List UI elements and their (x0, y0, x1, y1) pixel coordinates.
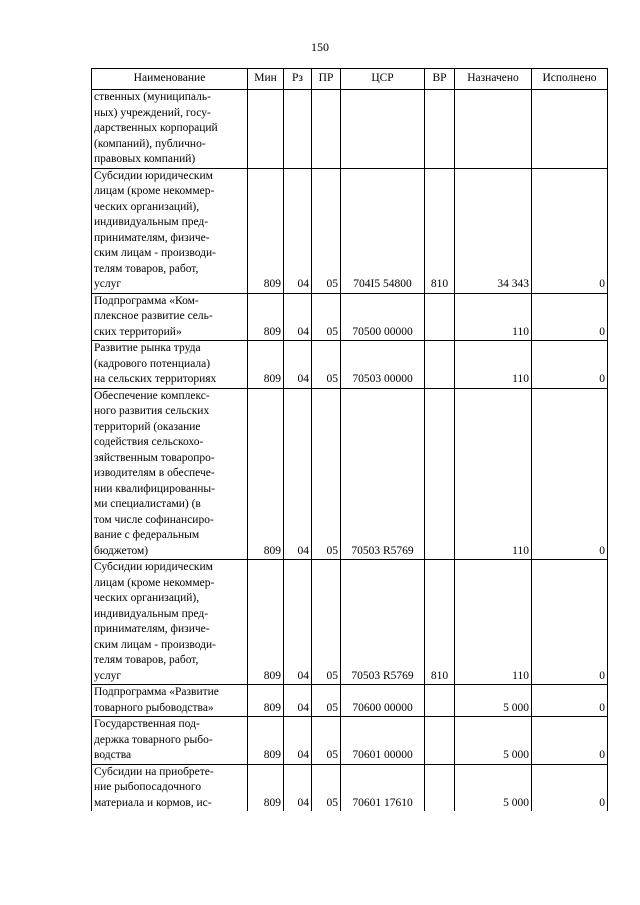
cell-rz: 04 (284, 341, 312, 389)
cell-executed: 0 (532, 764, 608, 811)
cell-rz: 04 (284, 685, 312, 717)
cell-vr (425, 293, 455, 341)
column-header-csr: ЦСР (341, 69, 425, 90)
cell-pr: 05 (312, 388, 341, 560)
table-row (92, 293, 608, 341)
cell-executed: 0 (532, 388, 608, 560)
cell-assigned: 34 343 (455, 168, 532, 293)
cell-pr: 05 (312, 168, 341, 293)
cell-rz (284, 90, 312, 169)
cell-csr: 70503 00000 (341, 341, 425, 389)
cell-assigned: 110 (455, 293, 532, 341)
cell-name: Подпрограмма «Ком- плексное развитие сель- ских территорий» (92, 293, 248, 341)
cell-executed: 0 (532, 293, 608, 341)
budget-table (91, 68, 608, 811)
column-header-vr: ВР (425, 69, 455, 90)
cell-min: 809 (248, 717, 284, 765)
cell-executed: 0 (532, 717, 608, 765)
cell-assigned: 110 (455, 560, 532, 685)
table-row (92, 717, 608, 765)
cell-min: 809 (248, 388, 284, 560)
cell-pr: 05 (312, 560, 341, 685)
cell-rz: 04 (284, 764, 312, 811)
cell-name: ственных (муниципаль- ных) учреждений, госу- дарственных корпораций (компаний), публично- правовых компаний) (92, 90, 248, 169)
cell-assigned: 5 000 (455, 717, 532, 765)
cell-vr (425, 341, 455, 389)
cell-csr: 704I5 54800 (341, 168, 425, 293)
column-header-min: Мин (248, 69, 284, 90)
cell-name: Государственная под- держка товарного рыбо- водства (92, 717, 248, 765)
cell-name: Субсидии на приобрете- ние рыбопосадочного материала и кормов, ис- (92, 764, 248, 811)
table-row (92, 560, 608, 685)
cell-rz: 04 (284, 388, 312, 560)
cell-csr: 70500 00000 (341, 293, 425, 341)
cell-executed: 0 (532, 685, 608, 717)
cell-csr: 70601 17610 (341, 764, 425, 811)
column-header-executed: Исполнено (532, 69, 608, 90)
cell-min: 809 (248, 168, 284, 293)
cell-vr (425, 90, 455, 169)
cell-assigned: 5 000 (455, 764, 532, 811)
cell-vr (425, 685, 455, 717)
cell-name: Субсидии юридическим лицам (кроме некоммер- ческих организаций), индивидуальным пред- принимателям, физиче- ским лицам - производи- телям товаров, работ, услуг (92, 560, 248, 685)
cell-executed: 0 (532, 168, 608, 293)
table-row (92, 764, 608, 811)
table-body (92, 90, 608, 812)
cell-min: 809 (248, 341, 284, 389)
column-header-rz: Рз (284, 69, 312, 90)
table-row (92, 388, 608, 560)
cell-min (248, 90, 284, 169)
cell-pr: 05 (312, 685, 341, 717)
cell-rz: 04 (284, 168, 312, 293)
cell-vr (425, 388, 455, 560)
table-row (92, 341, 608, 389)
column-header-name: Наименование (92, 69, 248, 90)
cell-vr: 810 (425, 168, 455, 293)
cell-pr: 05 (312, 293, 341, 341)
cell-rz: 04 (284, 717, 312, 765)
page-number: 150 (311, 40, 329, 54)
cell-pr: 05 (312, 764, 341, 811)
cell-min: 809 (248, 764, 284, 811)
cell-executed: 0 (532, 560, 608, 685)
cell-assigned: 110 (455, 341, 532, 389)
cell-csr: 70503 R5769 (341, 560, 425, 685)
cell-csr: 70600 00000 (341, 685, 425, 717)
cell-vr (425, 764, 455, 811)
cell-vr (425, 717, 455, 765)
cell-assigned: 5 000 (455, 685, 532, 717)
cell-min: 809 (248, 685, 284, 717)
column-header-assigned: Назначено (455, 69, 532, 90)
cell-csr: 70503 R5769 (341, 388, 425, 560)
cell-name: Развитие рынка труда (кадрового потенциала) на сельских территориях (92, 341, 248, 389)
table-row (92, 168, 608, 293)
cell-vr: 810 (425, 560, 455, 685)
cell-min: 809 (248, 293, 284, 341)
cell-rz: 04 (284, 560, 312, 685)
cell-name: Подпрограмма «Развитие товарного рыбоводства» (92, 685, 248, 717)
cell-csr: 70601 00000 (341, 717, 425, 765)
column-header-pr: ПР (312, 69, 341, 90)
cell-executed: 0 (532, 341, 608, 389)
cell-rz: 04 (284, 293, 312, 341)
cell-pr: 05 (312, 341, 341, 389)
table-row (92, 685, 608, 717)
cell-pr (312, 90, 341, 169)
cell-assigned: 110 (455, 388, 532, 560)
cell-min: 809 (248, 560, 284, 685)
cell-pr: 05 (312, 717, 341, 765)
table-header-row (92, 69, 608, 90)
cell-csr (341, 90, 425, 169)
cell-assigned (455, 90, 532, 169)
cell-executed (532, 90, 608, 169)
cell-name: Обеспечение комплекс- ного развития сельских территорий (оказание содействия сельскохо- зяйственным товаропро- изводителям в обеспече- нии квалифицированны- ми специалистами) (в том числе софинансиро- вание с федеральным бюджетом) (92, 388, 248, 560)
cell-name: Субсидии юридическим лицам (кроме некоммер- ческих организаций), индивидуальным пред- принимателям, физиче- ским лицам - производи- телям товаров, работ, услуг (92, 168, 248, 293)
table-row (92, 90, 608, 169)
